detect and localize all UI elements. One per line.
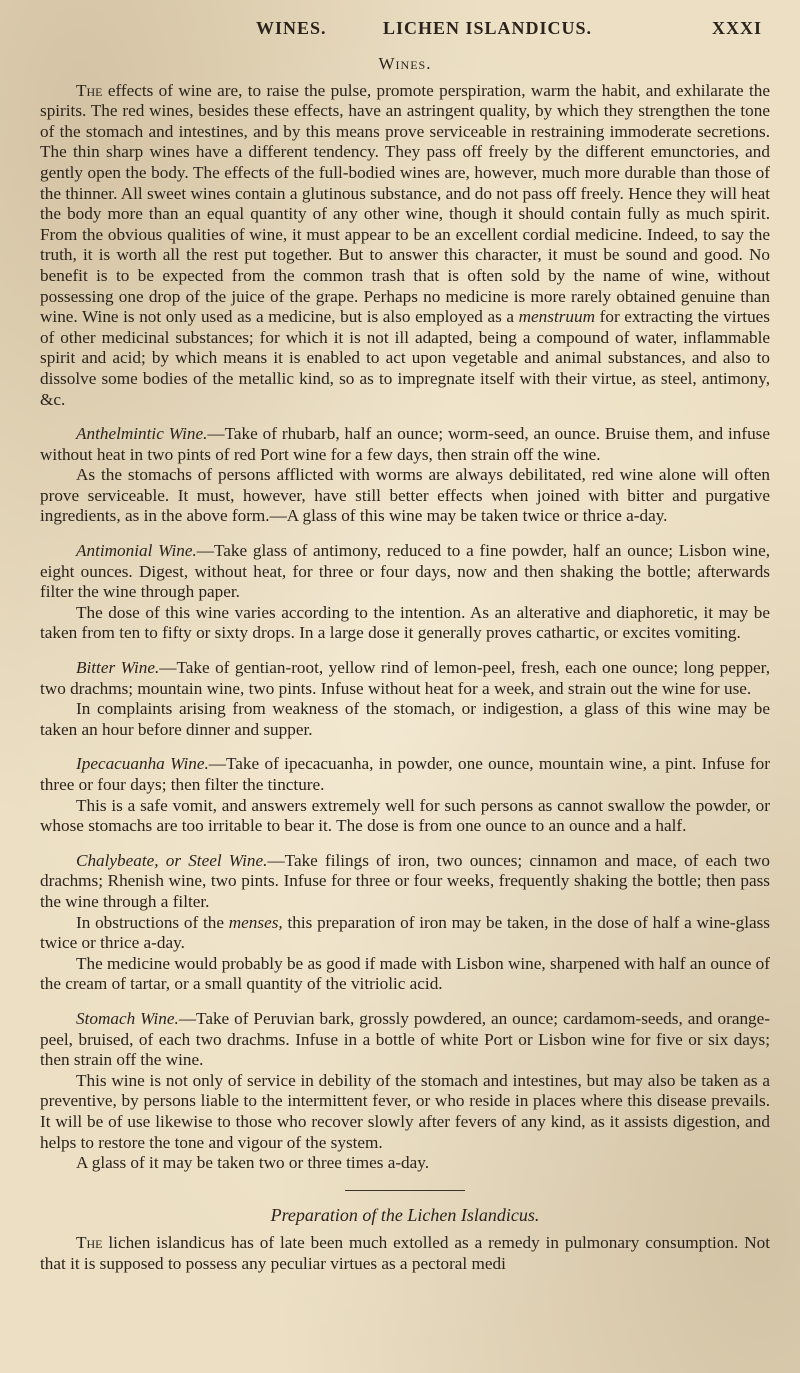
intro-text: effects of wine are, to raise the pulse, promote perspiration, warm the habit, and exhilarate the spirits. The red wines, besides these effects, have an astringent quality, by which they strengthen the tone of the stomach and intestines, and by this means prove serviceable in restraining immoderate secretions. The thin sharp wines have a different tendency. They pass off freely by the different emunctories, and gently open the body. The effects of the full-bodied wines are, however, much more durable than those of the thinner. All sweet wines contain a glutinous substance, and do not pass off freely. Hence they will heat the body more than an equal quantity of any other wine, though it should contain fully as much spirit. From the obvious qualities of wine, it must appear to be an excellent cordial medicine. Indeed, to say the truth, it is worth all the rest put together. But to answer this character, it must be sound and good. No benefit is to be expected from the common trash that is often sold by the name of wine, without possessing one drop of the juice of the grape. Perhaps no medicine is more rarely obtained genuine than wine. Wine is not only used as a medicine, but is also employed as a xyxy=(40,80,770,327)
recipe-text: —Take of ipecacuanha, in powder, one ounce, mountain wine, a pint. Infuse for three or four days; then filter the tincture. xyxy=(40,754,770,794)
recipe-text: —Take of Peruvian bark, grossly powdered, an ounce; cardamom-seeds, and orange-peel, bruised, of each two drachms. Infuse in a bottle of white Port or Lisbon wine for five or six days; then strain off the wine. xyxy=(40,1008,770,1070)
page-number: XXXI xyxy=(712,18,763,38)
recipe-heading-ipecacuanha: Ipecacuanha Wine. xyxy=(76,754,209,774)
recipe-bitter xyxy=(40,658,770,699)
recipe-heading-stomach: Stomach Wine. xyxy=(76,1008,179,1028)
note-text-b: this preparation of iron may be taken, in the dose of half a wine-glass twice or thrice a-day. xyxy=(40,912,770,953)
page-body xyxy=(40,48,770,1274)
recipe-note xyxy=(40,913,770,954)
recipe-note: The dose of this wine varies according to the intention. As an alterative and diaphoretic, it may be taken from ten to fifty or sixty drops. In a large dose it generally proves cathartic, or excites vomiting. xyxy=(40,602,770,643)
recipe-note: A glass of it may be taken two or three times a-day. xyxy=(76,1153,430,1173)
recipe-text: —Take of rhubarb, half an ounce; worm-seed, an ounce. Bruise them, and infuse without heat in two pints of red Port wine for a few days, then strain off the wine. xyxy=(40,424,770,464)
recipe-text: —Take of gentian-root, yellow rind of lemon-peel, fresh, each one ounce; long pepper, two drachms; mountain wine, two pints. Infuse without heat for a week, and strain out the wine for use. xyxy=(40,658,770,698)
recipe-heading-bitter: Bitter Wine. xyxy=(76,658,160,678)
recipe-text: —Take glass of antimony, reduced to a fine powder, half an ounce; Lisbon wine, eight ounces. Digest, without heat, for three or four days, now and then shaking the bottle; afterwards filter the wine through paper. xyxy=(40,541,770,602)
recipe-anthelmintic xyxy=(40,424,770,465)
recipe-note: This wine is not only of service in debility of the stomach and intestines, but may also be taken as a preventive, by persons liable to the intermittent fever, or who reside in places where this disease prevails. It will be of use likewise to those who recover slowly after fevers of any kind, as it assists digestion, and helps to restore the tone and vigour of the system. xyxy=(40,1070,770,1152)
intro-menstruum: menstruum xyxy=(518,307,596,327)
lichen-text: lichen islandicus has of late been much extolled as a remedy in pulmonary consumption. Not that it is supposed to possess any peculiar virtues as a pectoral medi xyxy=(40,1233,770,1273)
recipe-heading-anthelmintic: Anthelmintic Wine. xyxy=(76,424,208,444)
recipe-ipecacuanha xyxy=(40,754,770,795)
recipe-text: —Take filings of iron, two ounces; cinnamon and mace, of each two drachms; Rhenish wine, two pints. Infuse for three or four weeks, frequently shaking the bottle; then pass the wine through a filter. xyxy=(40,850,771,911)
note-menses: menses, xyxy=(228,912,283,932)
intro-end: for extracting the virtues of other medicinal substances; for which it is not ill adapted, being a compound of water, inflammable spirit and acid; by which means it is enabled to act upon vegetable and animal substances, and also to dissolve some bodies of the metallic kind, so as to impregnate itself with their virtue, as steel, antimony, &c. xyxy=(40,307,770,409)
note-text-a: In obstructions of the xyxy=(76,912,229,932)
paragraph-lichen xyxy=(40,1233,770,1274)
section-divider xyxy=(345,1190,465,1191)
running-head-left: WINES. xyxy=(256,18,327,38)
recipe-stomach xyxy=(40,1009,770,1071)
intro-cap: The xyxy=(76,80,103,100)
recipe-chalybeate xyxy=(40,851,770,913)
lichen-section-title: Preparation of the Lichen Islandicus. xyxy=(270,1204,540,1225)
recipe-heading-antimonial: Antimonial Wine. xyxy=(76,541,197,561)
running-head xyxy=(0,18,800,42)
lichen-cap: The xyxy=(76,1233,103,1253)
recipe-note: In complaints arising from weakness of the stomach, or indigestion, a glass of this wine may be taken an hour before dinner and supper. xyxy=(40,699,770,739)
running-head-center: LICHEN ISLANDICUS. xyxy=(383,18,593,38)
recipe-note: As the stomachs of persons afflicted with worms are always debilitated, red wine alone will often prove serviceable. It must, however, have still better effects when joined with bitter and purgative ingredients, as in the above form.—A glass of this wine may be taken twice or thrice a-day. xyxy=(40,465,770,526)
section-title: Wines. xyxy=(378,54,432,73)
recipe-note: The medicine would probably be as good if made with Lisbon wine, sharpened with half an ounce of the cream of tartar, or a small quantity of the vitriolic acid. xyxy=(40,953,770,994)
recipe-heading-chalybeate: Chalybeate, or Steel Wine. xyxy=(76,850,268,870)
recipe-note: This is a safe vomit, and answers extremely well for such persons as cannot swallow the powder, or whose stomachs are too irritable to bear it. The dose is from one ounce to an ounce and a half. xyxy=(40,795,770,836)
paragraph-intro xyxy=(40,81,770,411)
recipe-antimonial xyxy=(40,541,770,603)
